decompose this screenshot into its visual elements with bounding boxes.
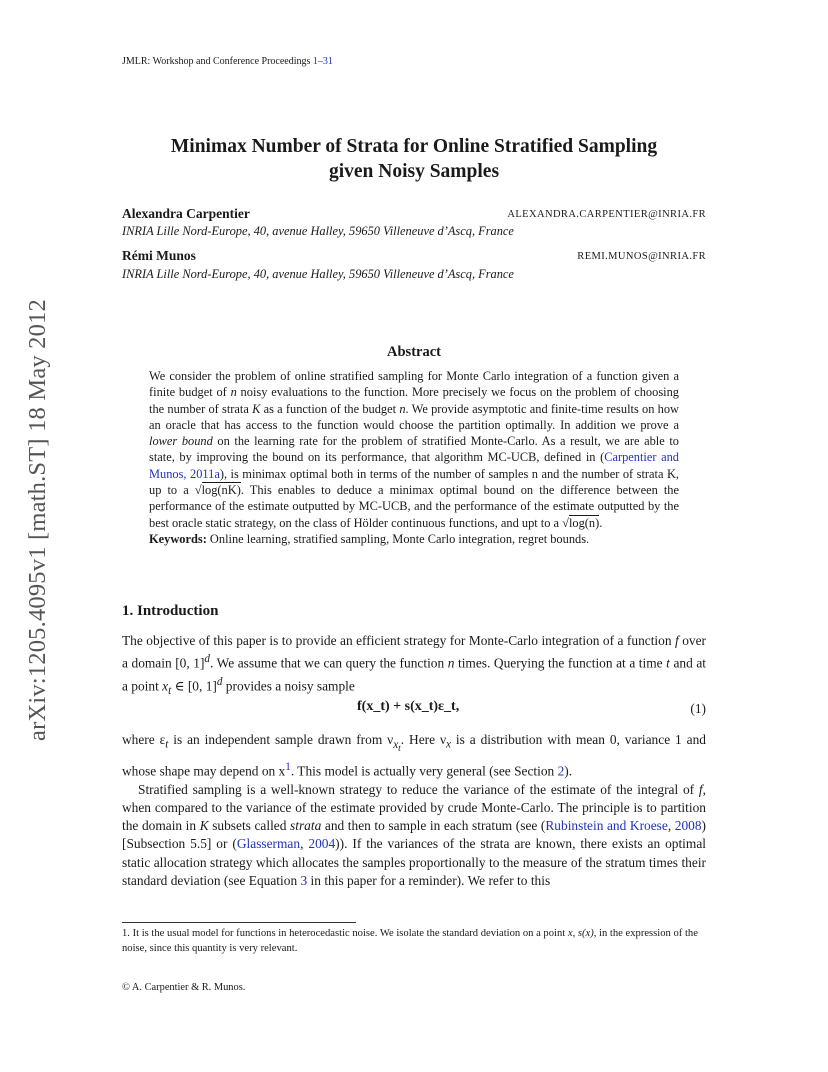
math-var: t [398,743,401,754]
body-text: The objective of this paper is to provide an efficient strategy for Monte-Carlo integration of a function [122,633,675,648]
abstract-text: on the learning rate for the problem of stratified Monte-Carlo. As a result, we are able to state, by improving the bound on its performance, that algorithm MC-UCB, defined in ( [149,434,679,465]
math-var: s(x) [577,928,594,939]
body-text: is a distribution with mean 0, variance 1 and whose shape may depend on x [122,732,706,779]
footnote-number: 1. [122,928,130,939]
body-text: , when compared to the variance of the estimate provided by crude Monte-Carlo. The principle is to partition the domain in [122,781,706,834]
intro-paragraph-1 [122,632,706,700]
footnote-marker-link[interactable]: 1 [285,761,291,774]
abstract-paragraph [149,368,679,531]
math-var: f [675,633,679,648]
citation-link[interactable]: Carpentier and Munos, 2011a [149,450,679,481]
body-text: . Here ν [400,732,447,747]
sqrt-expression: √log(nK) [194,483,241,498]
body-text: and at a point [122,655,706,694]
footnote-text: It is the usual model for functions in heterocedastic noise. We isolate the standard deviation on a point [129,928,568,939]
emphasis: lower bound [149,434,213,449]
abstract-text: . We provide asymptotic and finite-time results on how an oracle that has access to the function would choose the partition optimally. In addition we prove a [149,401,679,432]
body-text: over a domain [0, 1] [122,633,706,671]
sqrt-expression: √log(n) [562,515,600,530]
citation-year-link[interactable]: 2004 [308,836,336,852]
body-text: times. Querying the function at a time [454,655,667,671]
venue-pages-link[interactable]: 1–31 [312,56,333,67]
paper-title [122,134,706,184]
math-var: d [216,675,223,688]
footnote-rule [122,922,356,923]
body-text: . We assume that we can query the function [210,655,448,671]
citation-link[interactable]: Rubinstein and Kroese [545,818,668,834]
body-text: in this paper for a reminder). We refer to this [307,872,551,888]
keywords-label: Keywords: [149,531,207,546]
author-email-1[interactable]: ALEXANDRA.CARPENTIER@INRIA.FR [507,209,706,220]
section-heading: 1. Introduction [122,603,219,619]
author-name-1: Alexandra Carpentier [122,206,250,221]
section-ref-link[interactable]: 2 [557,763,565,779]
body-text: ∈ [0, 1] [171,678,217,694]
math-var: x [162,678,169,694]
math-var: f [698,781,703,797]
body-text: , [300,836,309,852]
body-text: Stratified sampling is a well-known strategy to reduce the variance of the estimate of the integral of [138,781,699,797]
body-text: where ε [122,732,166,747]
math-var: n [447,655,455,671]
citation-link[interactable]: Glasserman [236,836,301,852]
math-var: K [199,818,209,834]
body-text: , [667,818,675,834]
arxiv-stamp-text: arXiv:1205.4095v1 [math.ST] 18 May 2012 [24,299,51,741]
footnote [122,926,706,956]
citation-year-link[interactable]: 2008 [674,818,702,834]
equation-1: f(x_t) + s(x_t)ε_t, [357,699,460,714]
body-text: and then to sample in each stratum (see ( [321,818,546,834]
math-var: n [230,385,237,400]
keywords-text: Online learning, stratified sampling, Monte Carlo integration, regret bounds. [206,531,590,546]
author-email-2[interactable]: REMI.MUNOS@INRIA.FR [577,251,706,262]
emphasis: strata [290,818,322,834]
keywords-line [149,531,679,547]
body-text: . This model is actually very general (see Section [290,763,558,779]
author-name-2: Rémi Munos [122,248,196,263]
venue-line [122,56,333,67]
math-var: K [252,401,261,416]
sqrt-content: log(nK) [201,483,241,498]
math-var: t [165,738,169,751]
body-text: subsets called [208,818,291,834]
body-text: is an independent sample drawn from ν [168,732,394,747]
equation-number: (1) [690,701,706,716]
footnote-text: , in the expression of the noise, since this quantity is very relevant. [122,928,698,954]
venue-text: JMLR: Workshop and Conference Proceedings [122,56,311,67]
intro-paragraph-3 [122,781,706,890]
abstract-text: . [599,515,603,530]
abstract-text: as a function of the budget [260,401,400,416]
body-text: ). [564,763,573,779]
body-text: )[Subsection 5.5] or ( [122,818,707,852]
math-var: n [399,401,406,416]
abstract-text: . This enables to deduce a minimax optimal bound on the difference between the performance of the estimate outputted by MC-UCB, and the performance of the estimate outputted by the best oracle static strategy, on the class of Hölder continuous functions, and upt to a [149,483,679,530]
abstract-text: We consider the problem of online stratified sampling for Monte Carlo integration of a function given a finite budget of [149,369,679,400]
footnote-text: , [572,928,578,939]
body-text: )). If the variances of the strata are known, there exists an optimal static allocation strategy which allocates the samples proportionally to the measure of the stratum times their standard deviation (see Equation [122,836,706,888]
abstract-heading: Abstract [387,344,441,360]
math-var: x [567,928,573,939]
abstract-body [149,368,679,547]
equation-ref-link[interactable]: 3 [300,872,308,888]
math-var: x [393,738,399,751]
author-affiliation-1: INRIA Lille Nord-Europe, 40, avenue Halley, 59650 Villeneuve d’Ascq, France [122,224,514,238]
math-var: d [204,653,210,666]
intro-paragraph-2 [122,731,706,890]
body-text: provides a noisy sample [222,678,355,694]
abstract-text: noisy evaluations to the function. More precisely we focus on the problem of choosing the number of strata [149,385,679,416]
copyright-line: © A. Carpentier & R. Munos. [122,982,246,993]
math-var: x [446,738,451,751]
math-var: t [168,685,172,698]
sqrt-content: log(n) [568,515,600,530]
author-affiliation-2: INRIA Lille Nord-Europe, 40, avenue Halley, 59650 Villeneuve d’Ascq, France [122,267,514,281]
abstract-text: ), is minimax optimal both in terms of the number of samples n and the number of strata K, up to a [149,466,679,498]
title-line-2: given Noisy Samples [328,161,500,182]
title-line-1: Minimax Number of Strata for Online Stratified Sampling [170,136,658,157]
math-var: t [666,655,670,671]
